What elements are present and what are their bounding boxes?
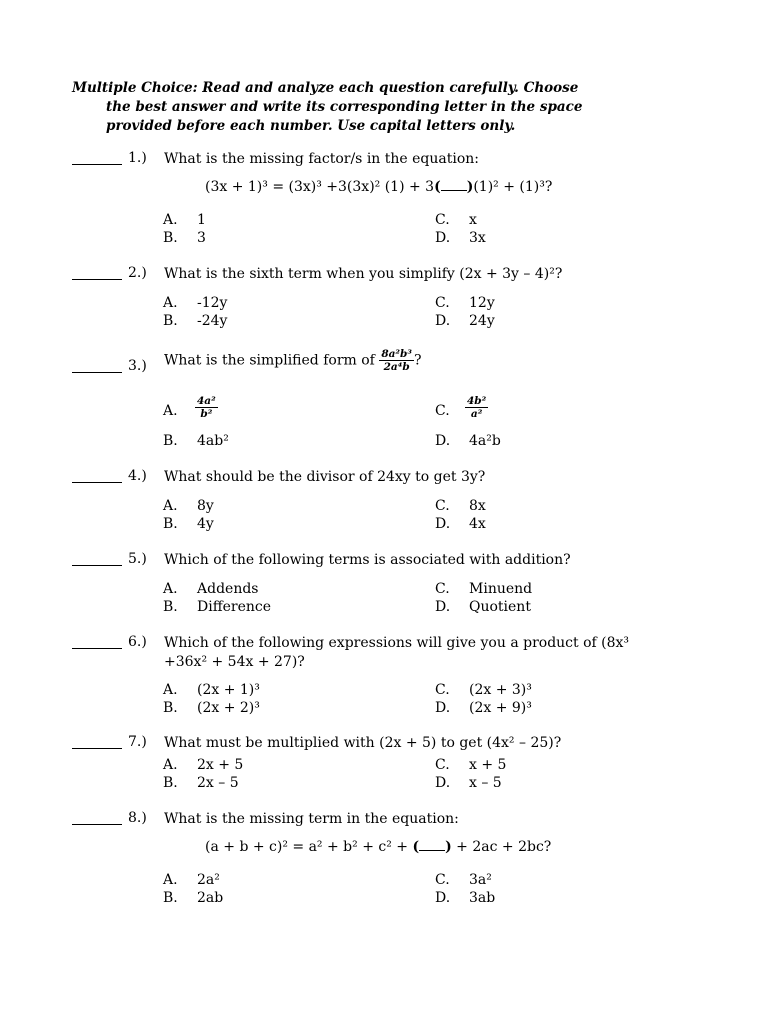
instructions-line-1: Multiple Choice: Read and analyze each question carefully. Choose: [72, 80, 579, 96]
answer-blank-5[interactable]: [72, 551, 122, 566]
question-number: 4.): [128, 468, 147, 484]
equation-left: (3x + 1)³ = (3x)³ +3(3x)² (1) + 3: [205, 179, 435, 195]
question-stem: What is the sixth term when you simplify (2x + 3y – 4)²?: [164, 266, 563, 282]
equation-right: + 2ac + 2bc?: [456, 839, 552, 855]
equation-8: (a + b + c)² = a² + b² + c² + ( ) + 2ac + 2bc?: [205, 839, 552, 855]
question-number: 8.): [128, 810, 147, 826]
question-stem: Which of the following terms is associated with addition?: [164, 552, 571, 568]
fraction: $\frac{\text{4a²}}{\text{b²}}$: [197, 395, 216, 420]
question-number: 3.): [128, 358, 147, 374]
option-a: A. $\frac{\text{4a²}}{\text{b²}}$: [163, 395, 216, 420]
option-c: C. $\frac{\text{4b²}}{\text{a²}}$: [435, 395, 487, 420]
equation-1: (3x + 1)³ = (3x)³ +3(3x)² (1) + 3( )(1)² + (1)³?: [205, 179, 553, 195]
fraction: $\frac{\text{8a²b³}}{\text{2a⁴b}}$: [381, 348, 412, 373]
question-stem: What is the missing factor/s in the equation:: [164, 151, 480, 167]
fraction: $\frac{\text{4b²}}{\text{a²}}$: [467, 395, 487, 420]
instructions-line-3: provided before each number. Use capital letters only.: [106, 118, 516, 134]
question-number: 7.): [128, 734, 147, 750]
question-stem: What should be the divisor of 24xy to get 3y?: [164, 469, 486, 485]
question-number: 5.): [128, 551, 147, 567]
question-number: 6.): [128, 634, 147, 650]
question-number: 1.): [128, 150, 147, 166]
equation-left: (a + b + c)² = a² + b² + c² +: [205, 839, 409, 855]
instructions-line-2: the best answer and write its corresponding letter in the space: [106, 99, 583, 115]
question-stem: Which of the following expressions will give you a product of (8x³ +36x² + 54x + 27)?: [164, 635, 630, 670]
answer-blank-1[interactable]: [72, 150, 122, 165]
answer-blank-3[interactable]: [72, 358, 122, 373]
question-stem: What must be multiplied with (2x + 5) to get (4x² – 25)?: [164, 735, 562, 751]
instructions: [72, 79, 708, 136]
answer-blank-4[interactable]: [72, 468, 122, 483]
question-stem: What is the simplified form of $\frac{\text{8a²b³}}{\text{2a⁴b}}$ ?: [164, 348, 422, 373]
question-stem: What is the missing term in the equation:: [164, 811, 459, 827]
answer-blank-2[interactable]: [72, 265, 122, 280]
equation-right: (1)² + (1)³?: [473, 179, 553, 195]
missing-blank: [441, 178, 467, 191]
answer-blank-8[interactable]: [72, 810, 122, 825]
answer-blank-7[interactable]: [72, 734, 122, 749]
missing-blank: [419, 838, 445, 851]
answer-blank-6[interactable]: [72, 634, 122, 649]
question-number: 2.): [128, 265, 147, 281]
